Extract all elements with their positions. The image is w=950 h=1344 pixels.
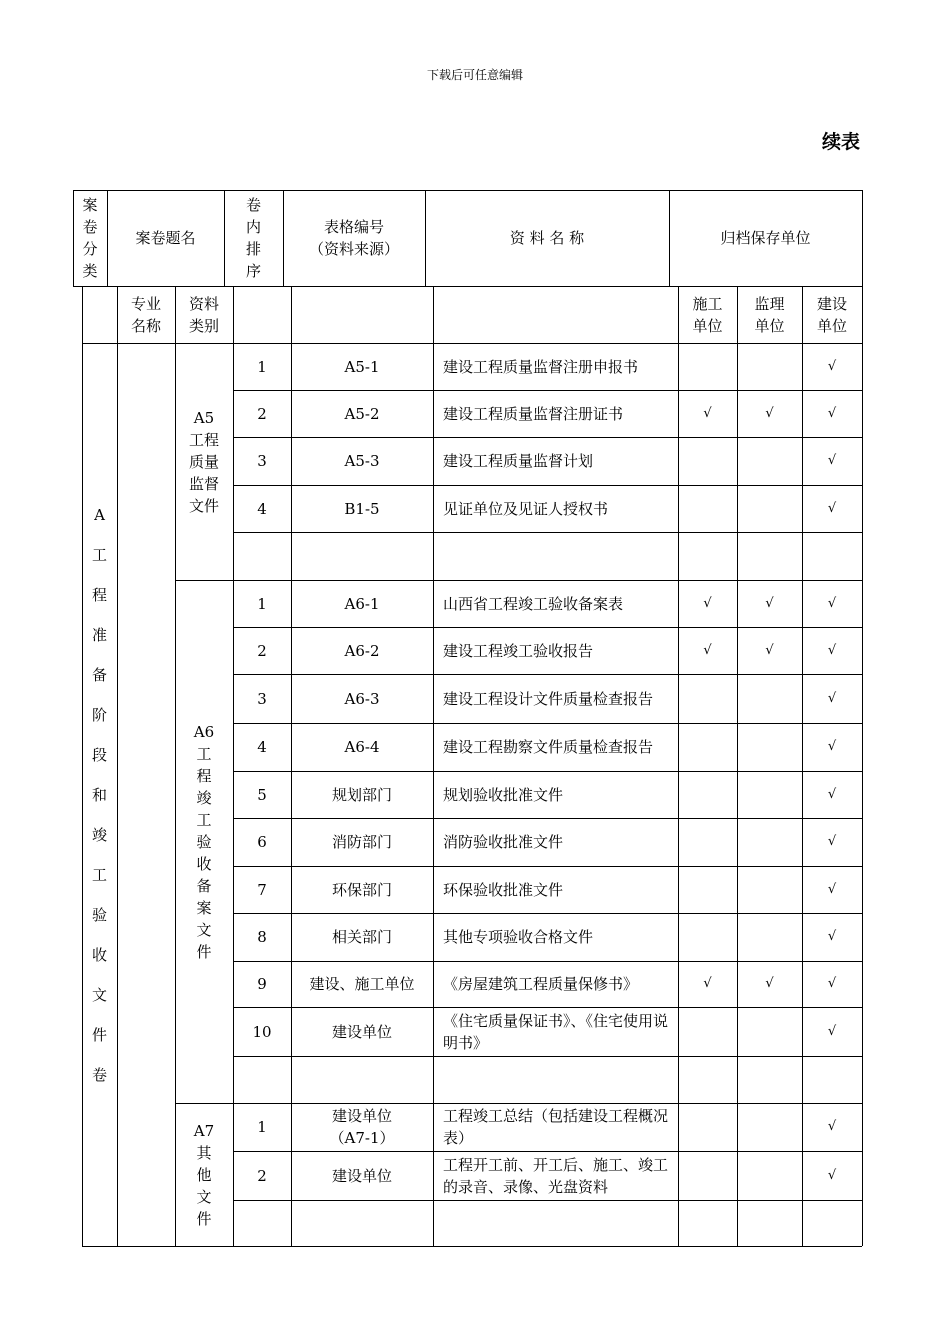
header-owner-unit: 建设 单位 xyxy=(816,294,847,335)
row-construction-check: √ xyxy=(703,642,712,658)
row-owner-check xyxy=(802,532,862,580)
row-construction-check xyxy=(678,818,737,866)
row-construction-check xyxy=(678,1200,737,1246)
row-document-name: 其他专项验收合格文件 xyxy=(443,928,594,946)
row-form-code xyxy=(291,1056,433,1103)
row-construction-check xyxy=(678,532,737,580)
row-supervision-check: √ xyxy=(765,976,774,991)
row-supervision-check xyxy=(737,532,802,580)
row-supervision-check xyxy=(737,1103,802,1151)
row-owner-check xyxy=(802,1056,862,1103)
row-document-name: 建设工程质量监督注册证书 xyxy=(443,404,624,423)
row-construction-check xyxy=(678,866,737,913)
row-supervision-check xyxy=(737,343,802,390)
row-owner-check: √ xyxy=(827,642,837,658)
row-owner-check: √ xyxy=(827,834,837,849)
header1-vline-6 xyxy=(862,190,863,286)
volume-title: A 工 程 准 备 阶 段 和 竣 工 验 收 文 件 卷 xyxy=(91,505,107,1084)
row-order-number xyxy=(233,532,291,580)
row-owner-check: √ xyxy=(827,881,837,897)
row-owner-check: √ xyxy=(827,453,837,468)
body-vline-9 xyxy=(862,286,863,1246)
row-document-name: 建设工程勘察文件质量检查报告 xyxy=(443,738,654,756)
row-order-number: 2 xyxy=(257,641,267,660)
header-doc-type: 资料 类别 xyxy=(188,294,219,335)
continuation-label: 续表 xyxy=(822,131,861,153)
row-construction-check xyxy=(678,1151,737,1200)
row-form-code: 消防部门 xyxy=(331,833,392,851)
row-document-name: 建设工程质量监督计划 xyxy=(443,452,594,470)
group-doc-type-2: A7 其 他 文 件 xyxy=(193,1121,215,1228)
header-category: 案 卷 分 类 xyxy=(82,196,98,280)
row-owner-check: √ xyxy=(827,976,837,991)
body-vline-7 xyxy=(737,286,738,1246)
row-supervision-check xyxy=(737,485,802,532)
row-document-name: 建设工程质量监督注册申报书 xyxy=(443,357,639,376)
row-document-name: 工程竣工总结（包括建设工程概况表） xyxy=(443,1107,669,1147)
row-order-number: 4 xyxy=(257,499,267,518)
row-form-code: 建设单位 （A7-1） xyxy=(329,1107,395,1147)
row-owner-check: √ xyxy=(827,405,837,421)
row-form-code: 环保部门 xyxy=(331,880,392,899)
row-document-name xyxy=(433,1056,678,1103)
row-construction-check xyxy=(678,485,737,532)
row-owner-check: √ xyxy=(827,690,837,706)
row-form-code: 建设单位 xyxy=(331,1166,392,1185)
row-form-code xyxy=(291,1200,433,1246)
row-construction-check: √ xyxy=(703,976,712,991)
header-document-name: 资 料 名 称 xyxy=(509,229,585,247)
header-archive-unit: 归档保存单位 xyxy=(720,229,811,247)
row-owner-check: √ xyxy=(827,739,837,754)
row-owner-check: √ xyxy=(827,358,837,374)
row-construction-check xyxy=(678,1056,737,1103)
row-document-name: 《住宅质量保证书》、《住宅使用说明书》 xyxy=(443,1011,669,1052)
row-order-number: 10 xyxy=(252,1022,272,1041)
row-owner-check xyxy=(802,1200,862,1246)
body-vline-5 xyxy=(433,286,434,1246)
row-order-number xyxy=(233,1056,291,1103)
row-form-code: 建设单位 xyxy=(331,1022,392,1041)
row-supervision-check xyxy=(737,1007,802,1056)
row-supervision-check xyxy=(737,1151,802,1200)
row-supervision-check xyxy=(737,437,802,485)
row-form-code xyxy=(291,532,433,580)
row-form-code: A5-3 xyxy=(344,452,380,470)
header-title: 案卷题名 xyxy=(135,229,196,247)
body-vline-2 xyxy=(175,286,176,1246)
row-owner-check: √ xyxy=(827,1167,837,1183)
body-vline-0 xyxy=(82,286,83,1246)
row-construction-check xyxy=(678,343,737,390)
row-supervision-check: √ xyxy=(765,405,774,421)
row-order-number: 7 xyxy=(257,880,267,899)
body-vline-4 xyxy=(291,286,292,1246)
row-document-name: 《房屋建筑工程质量保修书》 xyxy=(443,975,639,993)
row-document-name: 工程开工前、开工后、施工、竣工的录音、录像、光盘资料 xyxy=(443,1155,669,1196)
row-owner-check: √ xyxy=(827,595,837,611)
row-order-number: 2 xyxy=(257,404,267,423)
row-order-number: 3 xyxy=(257,689,267,708)
row-supervision-check xyxy=(737,723,802,771)
row-form-code: 建设、施工单位 xyxy=(309,975,415,993)
row-form-code: A6-4 xyxy=(344,738,380,756)
row-order-number: 4 xyxy=(257,738,267,756)
row-order-number: 8 xyxy=(257,928,267,946)
row-order-number: 1 xyxy=(257,357,267,376)
row-form-code: 规划部门 xyxy=(331,785,392,804)
header-order: 卷 内 排 序 xyxy=(245,196,261,280)
row-supervision-check xyxy=(737,818,802,866)
row-document-name: 环保验收批准文件 xyxy=(443,880,564,899)
header-construction-unit: 施工 单位 xyxy=(692,294,723,335)
row-document-name: 建设工程设计文件质量检查报告 xyxy=(443,689,654,708)
row-document-name: 消防验收批准文件 xyxy=(443,833,564,851)
row-order-number: 1 xyxy=(257,1118,267,1136)
row-order-number: 1 xyxy=(257,594,267,613)
body-vline-6 xyxy=(678,286,679,1246)
row-supervision-check xyxy=(737,913,802,961)
row-form-code: 相关部门 xyxy=(331,928,392,946)
row-document-name: 山西省工程竣工验收备案表 xyxy=(443,594,624,613)
row-supervision-check xyxy=(737,866,802,913)
row-form-code: A6-1 xyxy=(344,594,380,613)
row-construction-check: √ xyxy=(703,595,712,611)
row-construction-check: √ xyxy=(703,405,712,421)
row-order-number: 9 xyxy=(257,975,267,993)
row-construction-check xyxy=(678,1007,737,1056)
row-construction-check xyxy=(678,674,737,723)
row-form-code: A6-3 xyxy=(344,689,380,708)
body-vline-1 xyxy=(117,286,118,1246)
row-document-name: 规划验收批准文件 xyxy=(443,785,564,804)
row-supervision-check: √ xyxy=(765,642,774,658)
row-form-code: A5-2 xyxy=(344,404,380,423)
header-form-number: 表格编号 （资料来源） xyxy=(308,218,399,258)
row-construction-check xyxy=(678,771,737,818)
row-order-number: 3 xyxy=(257,452,267,470)
row-form-code: B1-5 xyxy=(344,499,380,518)
row-document-name: 建设工程竣工验收报告 xyxy=(443,641,594,660)
row-form-code: A6-2 xyxy=(344,641,380,660)
header-note: 下载后可任意编辑 xyxy=(426,68,523,82)
row-supervision-check: √ xyxy=(765,595,774,611)
row-order-number xyxy=(233,1200,291,1246)
row-owner-check: √ xyxy=(827,786,837,802)
row-owner-check: √ xyxy=(827,929,837,944)
row-construction-check xyxy=(678,1103,737,1151)
row-construction-check xyxy=(678,723,737,771)
row-document-name: 见证单位及见证人授权书 xyxy=(443,499,609,518)
table-bottom-border xyxy=(82,1246,862,1247)
row-owner-check: √ xyxy=(827,500,837,516)
row-supervision-check xyxy=(737,674,802,723)
row-construction-check xyxy=(678,437,737,485)
row-document-name xyxy=(433,1200,678,1246)
row-construction-check xyxy=(678,913,737,961)
row-order-number: 6 xyxy=(257,833,267,851)
body-vline-8 xyxy=(802,286,803,1246)
row-order-number: 5 xyxy=(257,785,267,804)
row-owner-check: √ xyxy=(827,1119,837,1134)
header-supervision-unit: 监理 单位 xyxy=(754,294,785,335)
row-form-code: A5-1 xyxy=(344,357,380,376)
group-doc-type-1: A6 工 程 竣 工 验 收 备 案 文 件 xyxy=(193,722,215,961)
row-supervision-check xyxy=(737,1056,802,1103)
row-supervision-check xyxy=(737,1200,802,1246)
group-doc-type-0: A5 工程 质量 监督 文件 xyxy=(188,408,219,515)
row-supervision-check xyxy=(737,771,802,818)
row-document-name xyxy=(433,532,678,580)
row-order-number: 2 xyxy=(257,1166,267,1185)
body-vline-3 xyxy=(233,286,234,1246)
header-major-name: 专业 名称 xyxy=(130,294,161,335)
row-owner-check: √ xyxy=(827,1023,837,1039)
